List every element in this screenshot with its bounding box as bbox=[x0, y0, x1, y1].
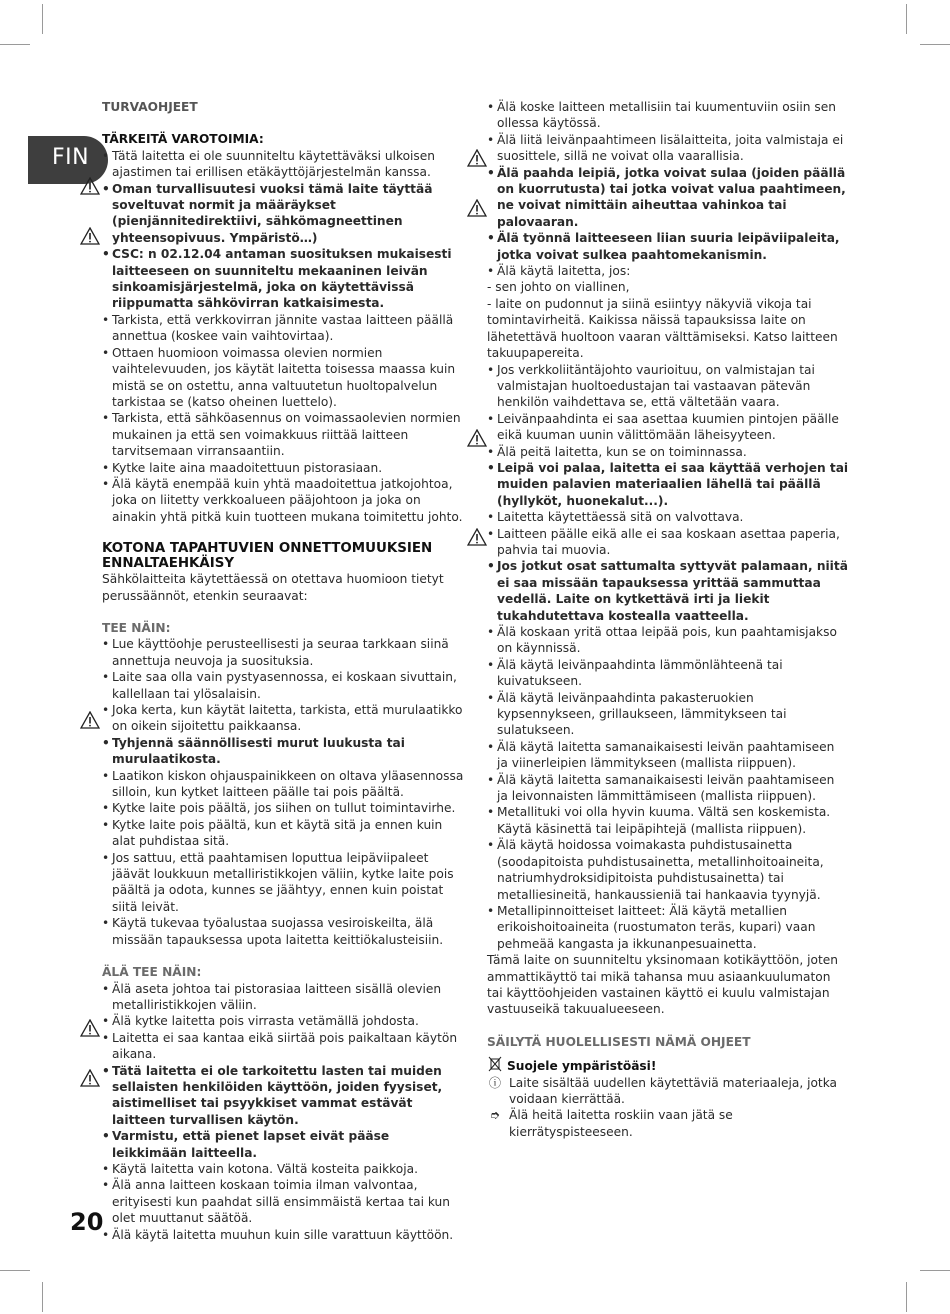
list-item: • Laatikon kiskon ohjauspainikkeen on oltava yläasennossa silloin, kun kytket laitteen päälle tai pois päältä. bbox=[102, 768, 464, 801]
crop-mark bbox=[920, 44, 950, 45]
list-item: • Älä aseta johtoa tai pistorasiaa laitteen sisällä olevien metalliristikkojen väliin. bbox=[102, 981, 464, 1014]
crop-mark bbox=[42, 4, 43, 34]
list-item: - sen johto on viallinen, bbox=[487, 280, 630, 295]
right-column bbox=[487, 99, 849, 1140]
list-item: • Kytke laite pois päältä, jos siihen on tullut toimintavirhe. bbox=[102, 800, 464, 816]
crop-mark bbox=[920, 1270, 950, 1271]
list-item: • Älä käytä laitetta muuhun kuin sille varattuun käyttöön. bbox=[102, 1227, 464, 1243]
warning-icon bbox=[467, 429, 487, 447]
list-item: • Älä kytke laitetta pois virrasta vetämällä johdosta. bbox=[102, 1013, 464, 1029]
list-item: • Tarkista, että verkkovirran jännite vastaa laitteen päällä annettua (koskee vain vaihtovirtaa). bbox=[102, 312, 464, 345]
list-item: • Älä paahda leipiä, jotka voivat sulaa (joiden päällä on kuorrutusta) tai jotka voivat valua paahtimeen, ne voivat nimittäin aiheuttaa vahinkoa tai palovaaran. bbox=[487, 165, 849, 231]
list-item: • CSC: n 02.12.04 antaman suosituksen mukaisesti laitteeseen on suunniteltu mekaaninen leivän sinkoamisjärjestelmä, joka on käytettävissä riippumatta sähkövirran katkaisimesta. bbox=[102, 246, 464, 312]
warnings-heading: TÄRKEITÄ VAROTOIMIA: bbox=[102, 132, 264, 147]
crop-mark bbox=[0, 1270, 30, 1271]
crossed-bin-icon bbox=[487, 1056, 503, 1072]
list-item: • Tyhjennä säännöllisesti murut luukusta tai murulaatikosta. bbox=[102, 735, 464, 768]
crop-mark bbox=[906, 1282, 907, 1312]
warning-icon bbox=[80, 177, 100, 195]
list-item: • Joka kerta, kun käytät laitetta, tarkista, että murulaatikko on oikein sijoitettu paikkaansa. bbox=[102, 702, 464, 735]
list-item: • Älä koskaan yritä ottaa leipää pois, kun paahtamisjakso on käynnissä. bbox=[487, 624, 849, 657]
list-item: • Jos jotkut osat sattumalta syttyvät palamaan, niitä ei saa missään tapauksessa yrittää sammuttaa vedellä. Laite on kytkettävä irti ja liekit tukahdutettava kostealla vaatteella. bbox=[487, 558, 849, 624]
list-item: • Varmistu, että pienet lapset eivät pääse leikkimään laitteella. bbox=[102, 1128, 464, 1161]
list-item: • Laitteen päälle eikä alle ei saa koskaan asettaa paperia, pahvia tai muovia. bbox=[487, 526, 849, 559]
list-item: • Tätä laitetta ei ole tarkoitettu lasten tai muiden sellaisten henkilöiden käyttöön, joiden fyysiset, aistimelliset tai psyykkiset vammat estävät laitteen turvallisen käytön. bbox=[102, 1063, 464, 1129]
list-item: • Leipä voi palaa, laitetta ei saa käyttää verhojen tai muiden palavien materiaalien lähellä tai päällä (hyllyköt, huonekalut...). bbox=[487, 460, 849, 509]
warning-icon bbox=[80, 711, 100, 729]
info-icon: ⓘ bbox=[488, 1075, 502, 1090]
list-item: • Kytke laite aina maadoitettuun pistorasiaan. bbox=[102, 460, 464, 476]
list-item: • Ottaen huomioon voimassa olevien normien vaihtelevuuden, jos käytät laitetta toisessa maassa kuin mistä se on ostettu, anna valtuutetun huoltopalvelun tarkistaa se (katso oheinen luettelo). bbox=[102, 345, 464, 411]
environment-note-text: Laite sisältää uudellen käytettäviä materiaaleja, jotka voidaan kierrättää. bbox=[509, 1075, 838, 1106]
list-item: • Älä liitä leivänpaahtimeen lisälaitteita, joita valmistaja ei suosittele, sillä ne voivat olla vaarallisia. bbox=[487, 132, 849, 165]
do-heading: TEE NÄIN: bbox=[102, 620, 171, 635]
environment-heading bbox=[487, 1056, 849, 1074]
closing-text: Tämä laite on suunniteltu yksinomaan kotikäyttöön, joten ammattikäyttö tai mikä tahansa muu asiaankuulumaton tai käyttöohjeiden vastainen käyttö ei kuulu valmistajan vastuuseikä takuualueeseen. bbox=[487, 953, 838, 1017]
list-item: • Älä käytä enempää kuin yhtä maadoitettua jatkojohtoa, joka on liitetty verkkoalueen pääjohtoon ja joka on ainakin yhtä pitkä kuin tuotteen mukana toimitettu johto. bbox=[102, 476, 464, 525]
warning-icon bbox=[80, 1069, 100, 1087]
list-item: - laite on pudonnut ja siinä esiintyy näkyviä vikoja tai tomintavirheitä. Kaikissa näissä tapauksissa laite on lähetettävä huoltoon vaaran välttämiseksi. Katso laitteen takuupapereita. bbox=[487, 296, 838, 361]
accidents-heading: KOTONA TAPAHTUVIEN ONNETTOMUUKSIEN ENNALTAEHKÄISY bbox=[102, 541, 433, 572]
list-item: • Käytä tukevaa työalustaa suojassa vesiroiskeilta, älä missään tapauksessa upota laitetta keittiökalusteisiin. bbox=[102, 915, 464, 948]
list-item: • Leivänpaahdinta ei saa asettaa kuumien pintojen päälle eikä kuuman uunin välittömään läheisyyteen. bbox=[487, 411, 849, 444]
dont-list-continued bbox=[487, 99, 849, 952]
list-item: • Älä anna laitteen koskaan toimia ilman valvontaa, erityisesti kun paahdat sillä ensimmäistä kertaa tai kun olet muuttanut säätöä. bbox=[102, 1177, 464, 1226]
list-item: • Älä käytä laitetta, jos: bbox=[487, 263, 849, 279]
keep-heading: SÄILYTÄ HUOLELLISESTI NÄMÄ OHJEET bbox=[487, 1034, 751, 1049]
list-item: • Tarkista, että sähköasennus on voimassaolevien normien mukainen ja että sen voimakkuus riittää laitteen tarvitsemaan virransaantiin. bbox=[102, 410, 464, 459]
crop-mark bbox=[42, 1282, 43, 1312]
list-item: • Lue käyttöohje perusteellisesti ja seuraa tarkkaan siinä annettuja neuvoja ja suosituksia. bbox=[102, 636, 464, 669]
dont-heading: ÄLÄ TEE NÄIN: bbox=[102, 965, 202, 980]
list-item: • Laitetta ei saa kantaa eikä siirtää pois paikaltaan käytön aikana. bbox=[102, 1030, 464, 1063]
environment-note bbox=[487, 1107, 849, 1140]
environment-note bbox=[487, 1075, 849, 1108]
warning-icon bbox=[467, 149, 487, 167]
list-item: • Älä koske laitteen metallisiin tai kuumentuviin osiin sen ollessa käytössä. bbox=[487, 99, 849, 132]
list-item: • Laitetta käytettäessä sitä on valvottava. bbox=[487, 509, 849, 525]
list-item: • Älä käytä leivänpaahdinta lämmönlähteenä tai kuivatukseen. bbox=[487, 657, 849, 690]
do-list bbox=[102, 636, 464, 948]
list-item: • Älä käytä laitetta samanaikaisesti leivän paahtamiseen ja leivonnaisten lämmittämiseen (mallista riippuen). bbox=[487, 772, 849, 805]
warning-icon bbox=[80, 1019, 100, 1037]
list-item: • Tätä laitetta ei ole suunniteltu käytettäväksi ulkoisen ajastimen tai erillisen etäkäyttöjärjestelmän kanssa. bbox=[102, 148, 464, 181]
list-item: • Metallipinnoitteiset laitteet: Älä käytä metallien erikoishoitoaineita (ruostumaton teräs, kupari) vaan pehmeää kangasta ja ikkunanpesuainetta. bbox=[487, 903, 849, 952]
left-column bbox=[102, 99, 464, 1243]
language-label: FIN bbox=[52, 145, 90, 170]
page-number: 20 bbox=[70, 1208, 104, 1236]
list-item: • Älä työnnä laitteeseen liian suuria leipäviipaleita, jotka voivat sulkea paahtomekanismin. bbox=[487, 230, 849, 263]
list-item: • Oman turvallisuutesi vuoksi tämä laite täyttää soveltuvat normit ja määräykset (pienjännitedirektiivi, sähkömagneettinen yhteensopivuus. Ympäristö…) bbox=[102, 181, 464, 247]
dont-list bbox=[102, 981, 464, 1244]
crop-mark bbox=[0, 44, 30, 45]
list-item: • Älä käytä laitetta samanaikaisesti leivän paahtamiseen ja viinerleipien lämmitykseen (mallista riippuen). bbox=[487, 739, 849, 772]
section-title: TURVAOHJEET bbox=[102, 100, 198, 114]
list-item: • Älä peitä laitetta, kun se on toiminnassa. bbox=[487, 444, 849, 460]
list-item: • Käytä laitetta vain kotona. Vältä kosteita paikkoja. bbox=[102, 1161, 464, 1177]
list-item: • Jos sattuu, että paahtamisen loputtua leipäviipaleet jäävät loukkuun metalliristikkojen väliin, kytke laite pois päältä ja odota, kunnes se jäähtyy, ennen kuin poistat siitä leivät. bbox=[102, 850, 464, 916]
warnings-list bbox=[102, 148, 464, 525]
environment-heading-text: Suojele ympäristöäsi! bbox=[507, 1059, 657, 1074]
list-item: • Kytke laite pois päältä, kun et käytä sitä ja ennen kuin alat puhdistaa sitä. bbox=[102, 817, 464, 850]
arrow-icon: ➮ bbox=[489, 1108, 501, 1123]
warning-icon bbox=[467, 199, 487, 217]
warning-icon bbox=[467, 528, 487, 546]
accidents-intro: Sähkölaitteita käytettäessä on otettava huomioon tietyt perussäännöt, etenkin seuraavat: bbox=[102, 572, 444, 603]
list-item: • Metallituki voi olla hyvin kuuma. Vältä sen koskemista. Käytä käsinettä tai leipäpihtejä (mallista riippuen). bbox=[487, 804, 849, 837]
environment-note-text: Älä heitä laitetta roskiin vaan jätä se kierrätyspisteeseen. bbox=[509, 1108, 733, 1139]
list-item: • Laite saa olla vain pystyasennossa, ei koskaan sivuttain, kallellaan tai ylösalaisin. bbox=[102, 669, 464, 702]
crop-mark bbox=[906, 4, 907, 34]
list-item: • Jos verkkoliitäntäjohto vaurioituu, on valmistajan tai valmistajan huoltoedustajan tai vastaavan pätevän henkilön vaihdettava se, että vältetään vaara. bbox=[487, 362, 849, 411]
list-item: • Älä käytä hoidossa voimakasta puhdistusainetta (soodapitoista puhdistusainetta, metallinhoitoaineita, natriumhydroksidipitoista puhdistusainetta) tai metalliesineitä, hankaussieniä tai hankaavia tyynyjä. bbox=[487, 837, 849, 903]
warning-icon bbox=[80, 227, 100, 245]
list-item: • Älä käytä leivänpaahdinta pakasteruokien kypsennykseen, grillaukseen, lämmitykseen tai sulatukseen. bbox=[487, 690, 849, 739]
